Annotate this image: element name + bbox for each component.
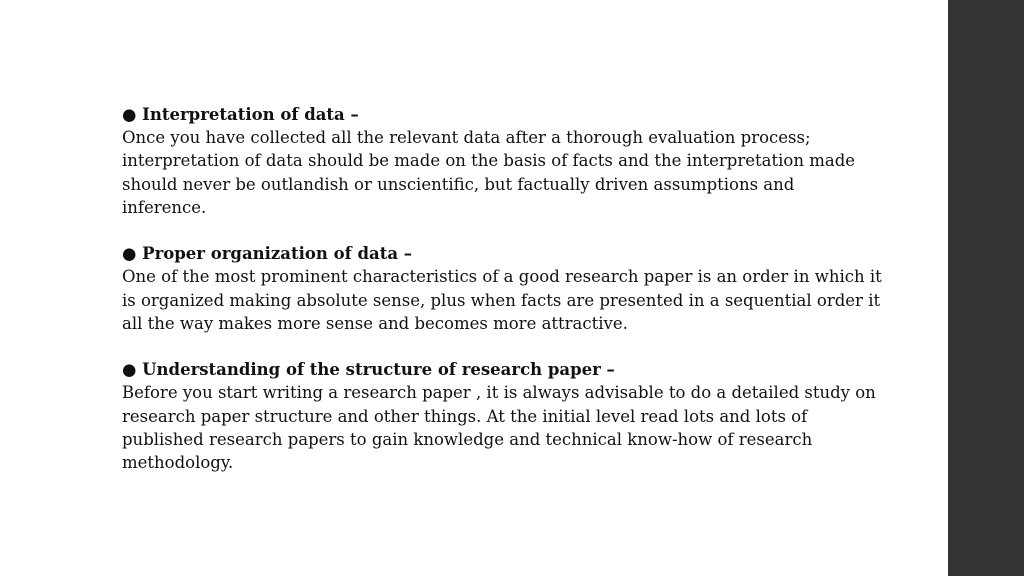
bullet-icon: ● <box>122 105 137 124</box>
bullet-icon: ● <box>122 244 137 264</box>
section-heading-text: Interpretation of data – <box>142 105 359 124</box>
section-heading-text: Understanding of the structure of research paper – <box>142 360 615 380</box>
section-heading <box>122 242 882 265</box>
slide-content <box>122 103 882 497</box>
section-heading <box>122 358 882 381</box>
section-heading-text: Proper organization of data – <box>142 244 413 264</box>
side-accent-bar <box>948 0 1024 576</box>
bullet-icon: ● <box>122 360 137 380</box>
section-body: Before you start writing a research paper , it is always advisable to do a detailed study on research paper structure and other things. At the initial level read lots and lots of published research papers to gain knowledge and technical know-how of research methodology. <box>122 383 876 473</box>
section-understanding-structure <box>122 358 882 474</box>
section-proper-organization-of-data <box>122 242 882 335</box>
section-heading <box>122 103 882 126</box>
section-interpretation-of-data <box>122 103 882 219</box>
section-body: One of the most prominent characteristics of a good research paper is an order in which it is organized making absolute sense, plus when facts are presented in a sequential order it all the way makes more sense and becomes more attractive. <box>122 267 882 333</box>
section-body: Once you have collected all the relevant data after a thorough evaluation process; interpretation of data should be made on the basis of facts and the interpretation made should never be outlandish or unscientific, but factually driven assumptions and inference. <box>122 128 856 217</box>
